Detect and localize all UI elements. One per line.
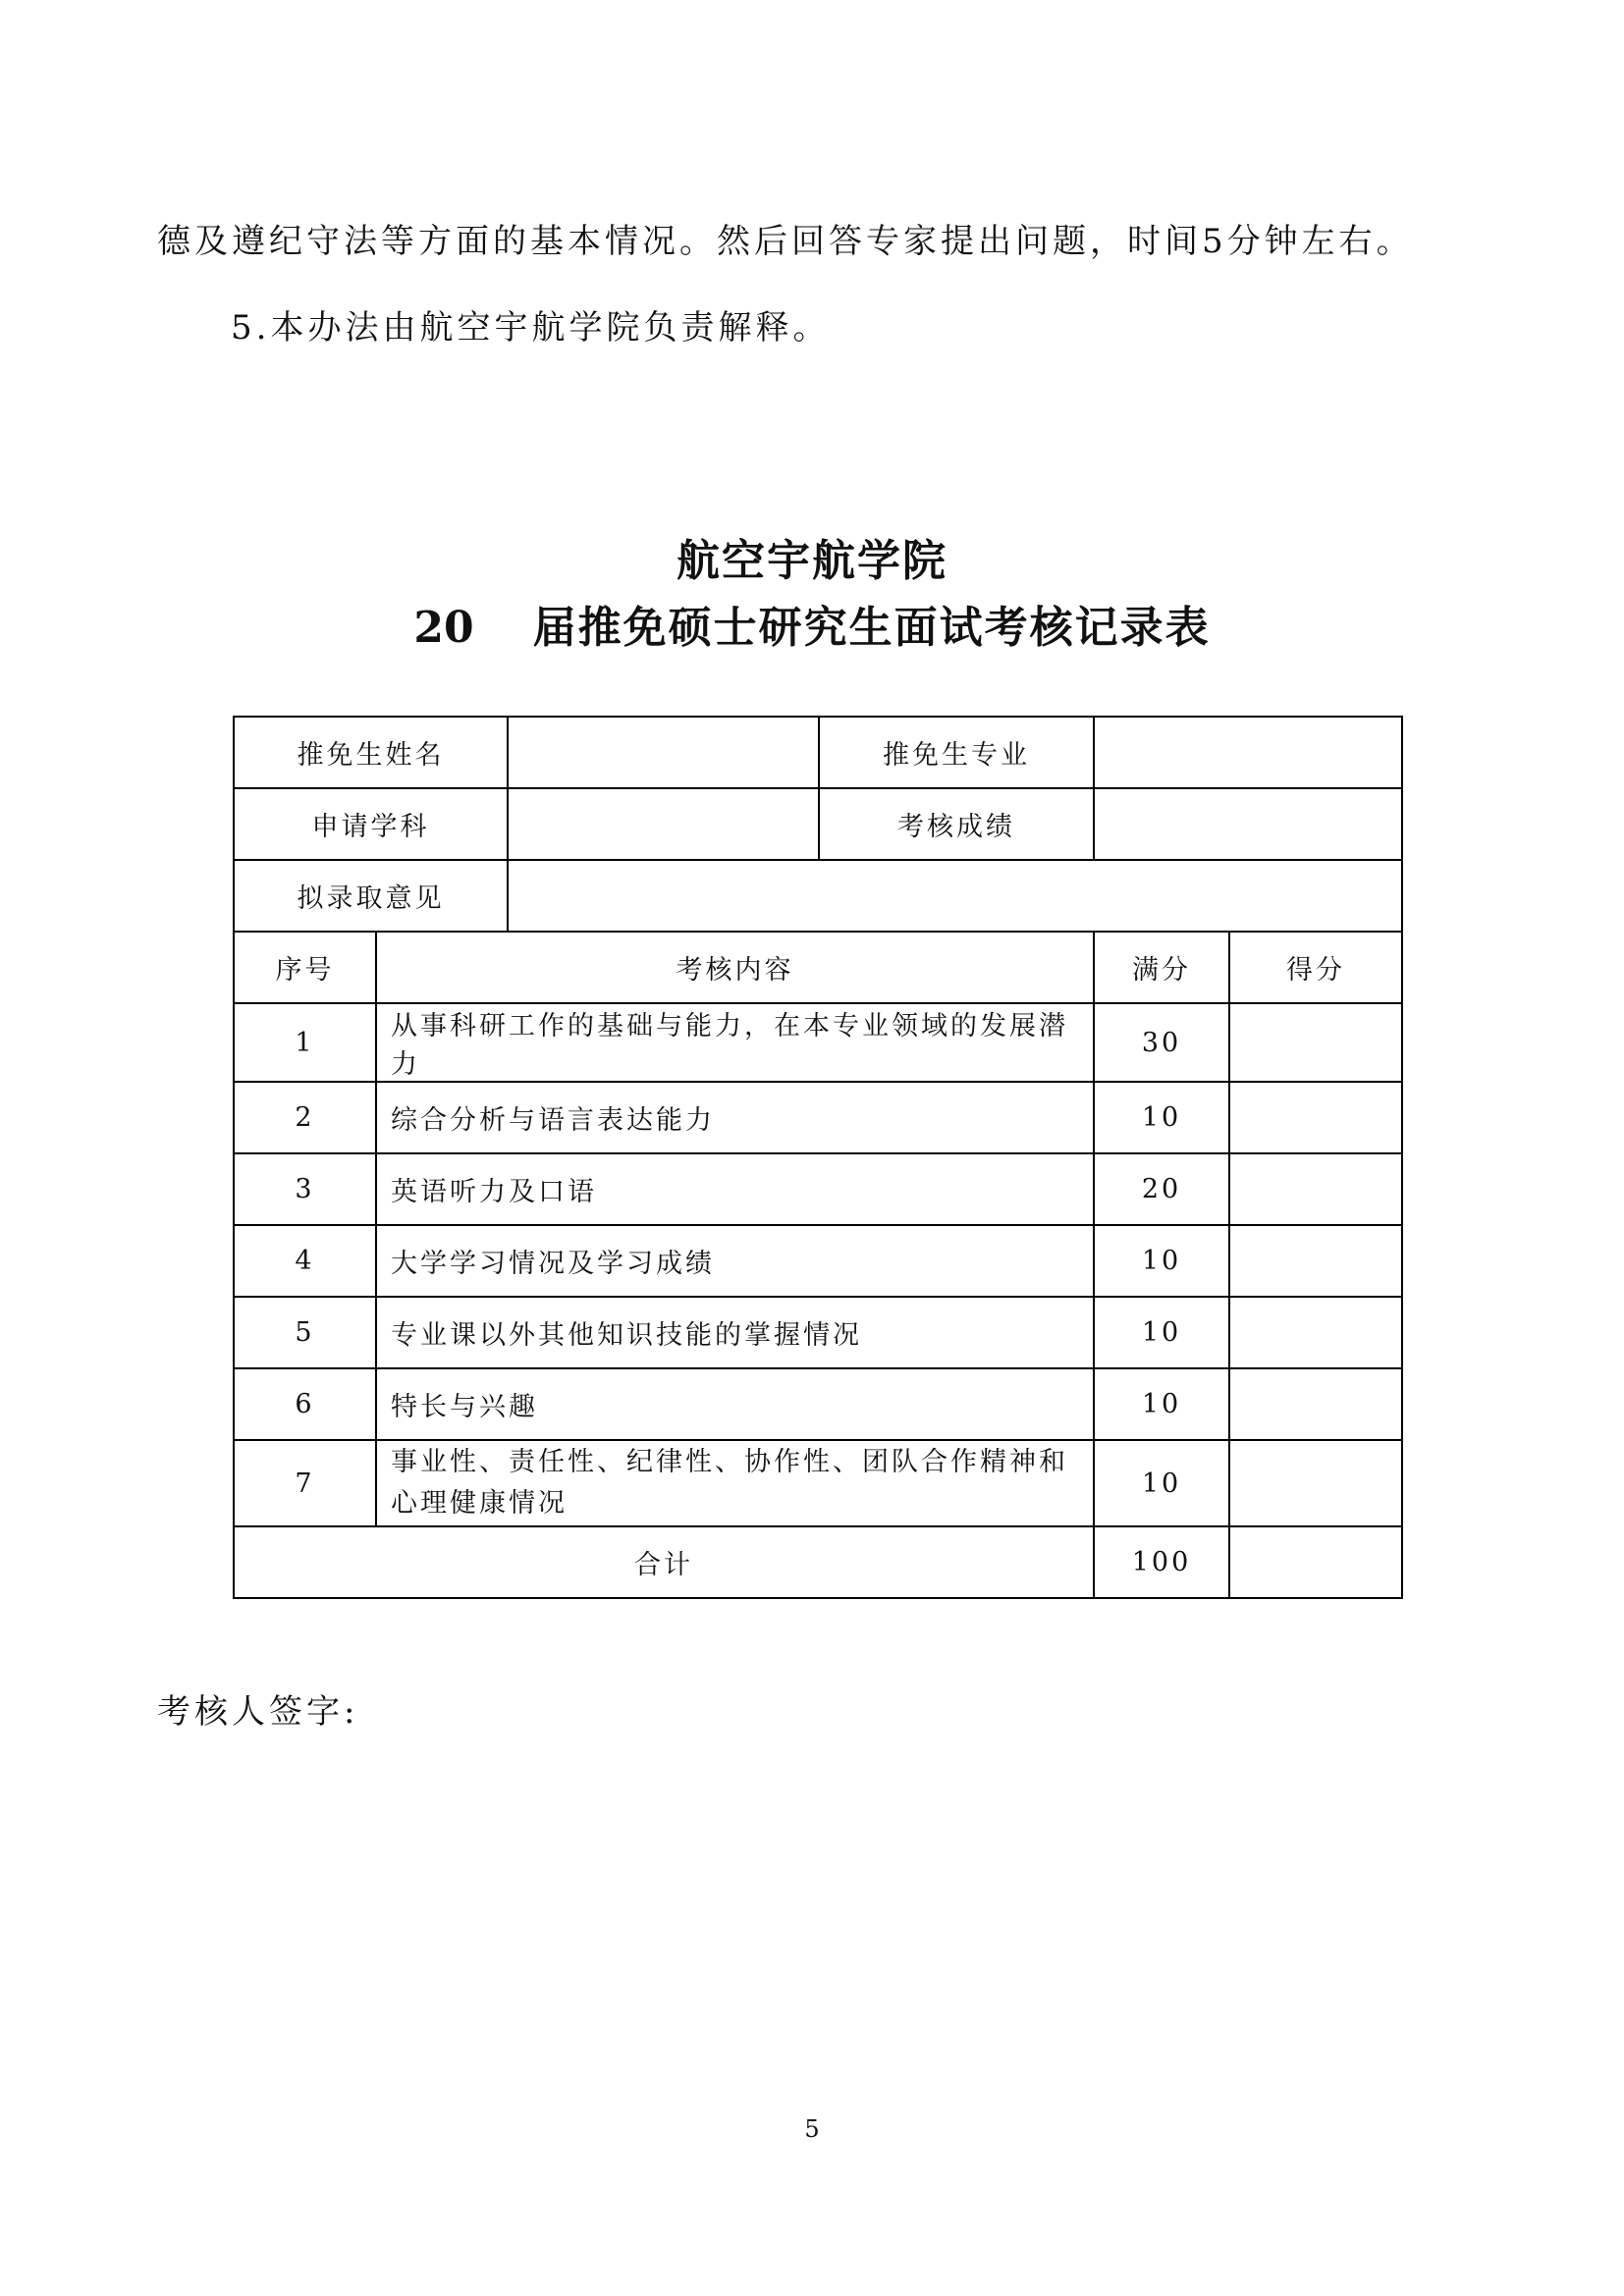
row-full-score: 10 — [1094, 1297, 1229, 1368]
table-row — [234, 1082, 1402, 1153]
table-row — [234, 1297, 1402, 1368]
table-row — [234, 1368, 1402, 1440]
row-full-score: 20 — [1094, 1153, 1229, 1225]
row-full-score: 10 — [1094, 1082, 1229, 1153]
name-field[interactable] — [508, 717, 819, 788]
subject-label: 申请学科 — [234, 788, 508, 860]
row-full-score: 10 — [1094, 1225, 1229, 1297]
row-content: 英语听力及口语 — [376, 1153, 1094, 1225]
header-no: 序号 — [234, 932, 376, 1003]
row-score-field[interactable] — [1229, 1082, 1402, 1153]
header-full-score: 满分 — [1094, 932, 1229, 1003]
row-no: 4 — [234, 1225, 376, 1297]
row-no: 7 — [234, 1440, 376, 1526]
row-full-score: 10 — [1094, 1368, 1229, 1440]
page-number: 5 — [804, 2115, 820, 2143]
row-no: 6 — [234, 1368, 376, 1440]
title-year: 20 — [413, 603, 474, 653]
table-row — [234, 1440, 1402, 1526]
row-name-major — [234, 717, 1402, 788]
row-subject-result — [234, 788, 1402, 860]
row-score-field[interactable] — [1229, 1368, 1402, 1440]
total-row — [234, 1526, 1402, 1598]
row-content: 从事科研工作的基础与能力，在本专业领域的发展潜力 — [376, 1003, 1094, 1082]
table-row — [234, 1153, 1402, 1225]
body-paragraph-1: 德及遵纪守法等方面的基本情况。然后回答专家提出问题，时间5分钟左右。 — [157, 222, 1414, 261]
row-score-field[interactable] — [1229, 1225, 1402, 1297]
row-opinion — [234, 860, 1402, 932]
row-score-field[interactable] — [1229, 1153, 1402, 1225]
row-no: 1 — [234, 1003, 376, 1082]
interview-record-table — [233, 716, 1403, 1599]
header-content: 考核内容 — [376, 932, 1094, 1003]
row-no: 3 — [234, 1153, 376, 1225]
row-no: 2 — [234, 1082, 376, 1153]
row-full-score: 10 — [1094, 1440, 1229, 1526]
major-label: 推免生专业 — [819, 717, 1094, 788]
table-header-row — [234, 932, 1402, 1003]
opinion-label: 拟录取意见 — [234, 860, 508, 932]
row-content: 事业性、责任性、纪律性、协作性、团队合作精神和心理健康情况 — [376, 1440, 1094, 1526]
row-score-field[interactable] — [1229, 1297, 1402, 1368]
row-content: 大学学习情况及学习成绩 — [376, 1225, 1094, 1297]
result-label: 考核成绩 — [819, 788, 1094, 860]
document-title-school: 航空宇航学院 — [677, 536, 947, 586]
body-paragraph-2: 5.本办法由航空宇航学院负责解释。 — [231, 308, 831, 347]
row-content: 综合分析与语言表达能力 — [376, 1082, 1094, 1153]
opinion-field[interactable] — [508, 860, 1402, 932]
title-form-name: 届推免硕士研究生面试考核记录表 — [532, 603, 1211, 653]
document-title-form — [0, 592, 1624, 655]
row-content: 专业课以外其他知识技能的掌握情况 — [376, 1297, 1094, 1368]
total-label: 合计 — [234, 1526, 1094, 1598]
table-row — [234, 1003, 1402, 1082]
row-no: 5 — [234, 1297, 376, 1368]
subject-field[interactable] — [508, 788, 819, 860]
header-score: 得分 — [1229, 932, 1402, 1003]
row-score-field[interactable] — [1229, 1440, 1402, 1526]
examiner-signature-label: 考核人签字: — [157, 1692, 359, 1732]
result-field[interactable] — [1094, 788, 1402, 860]
total-full-score: 100 — [1094, 1526, 1229, 1598]
major-field[interactable] — [1094, 717, 1402, 788]
table-row — [234, 1225, 1402, 1297]
name-label: 推免生姓名 — [234, 717, 508, 788]
row-full-score: 30 — [1094, 1003, 1229, 1082]
row-content: 特长与兴趣 — [376, 1368, 1094, 1440]
row-score-field[interactable] — [1229, 1003, 1402, 1082]
total-score-field[interactable] — [1229, 1526, 1402, 1598]
